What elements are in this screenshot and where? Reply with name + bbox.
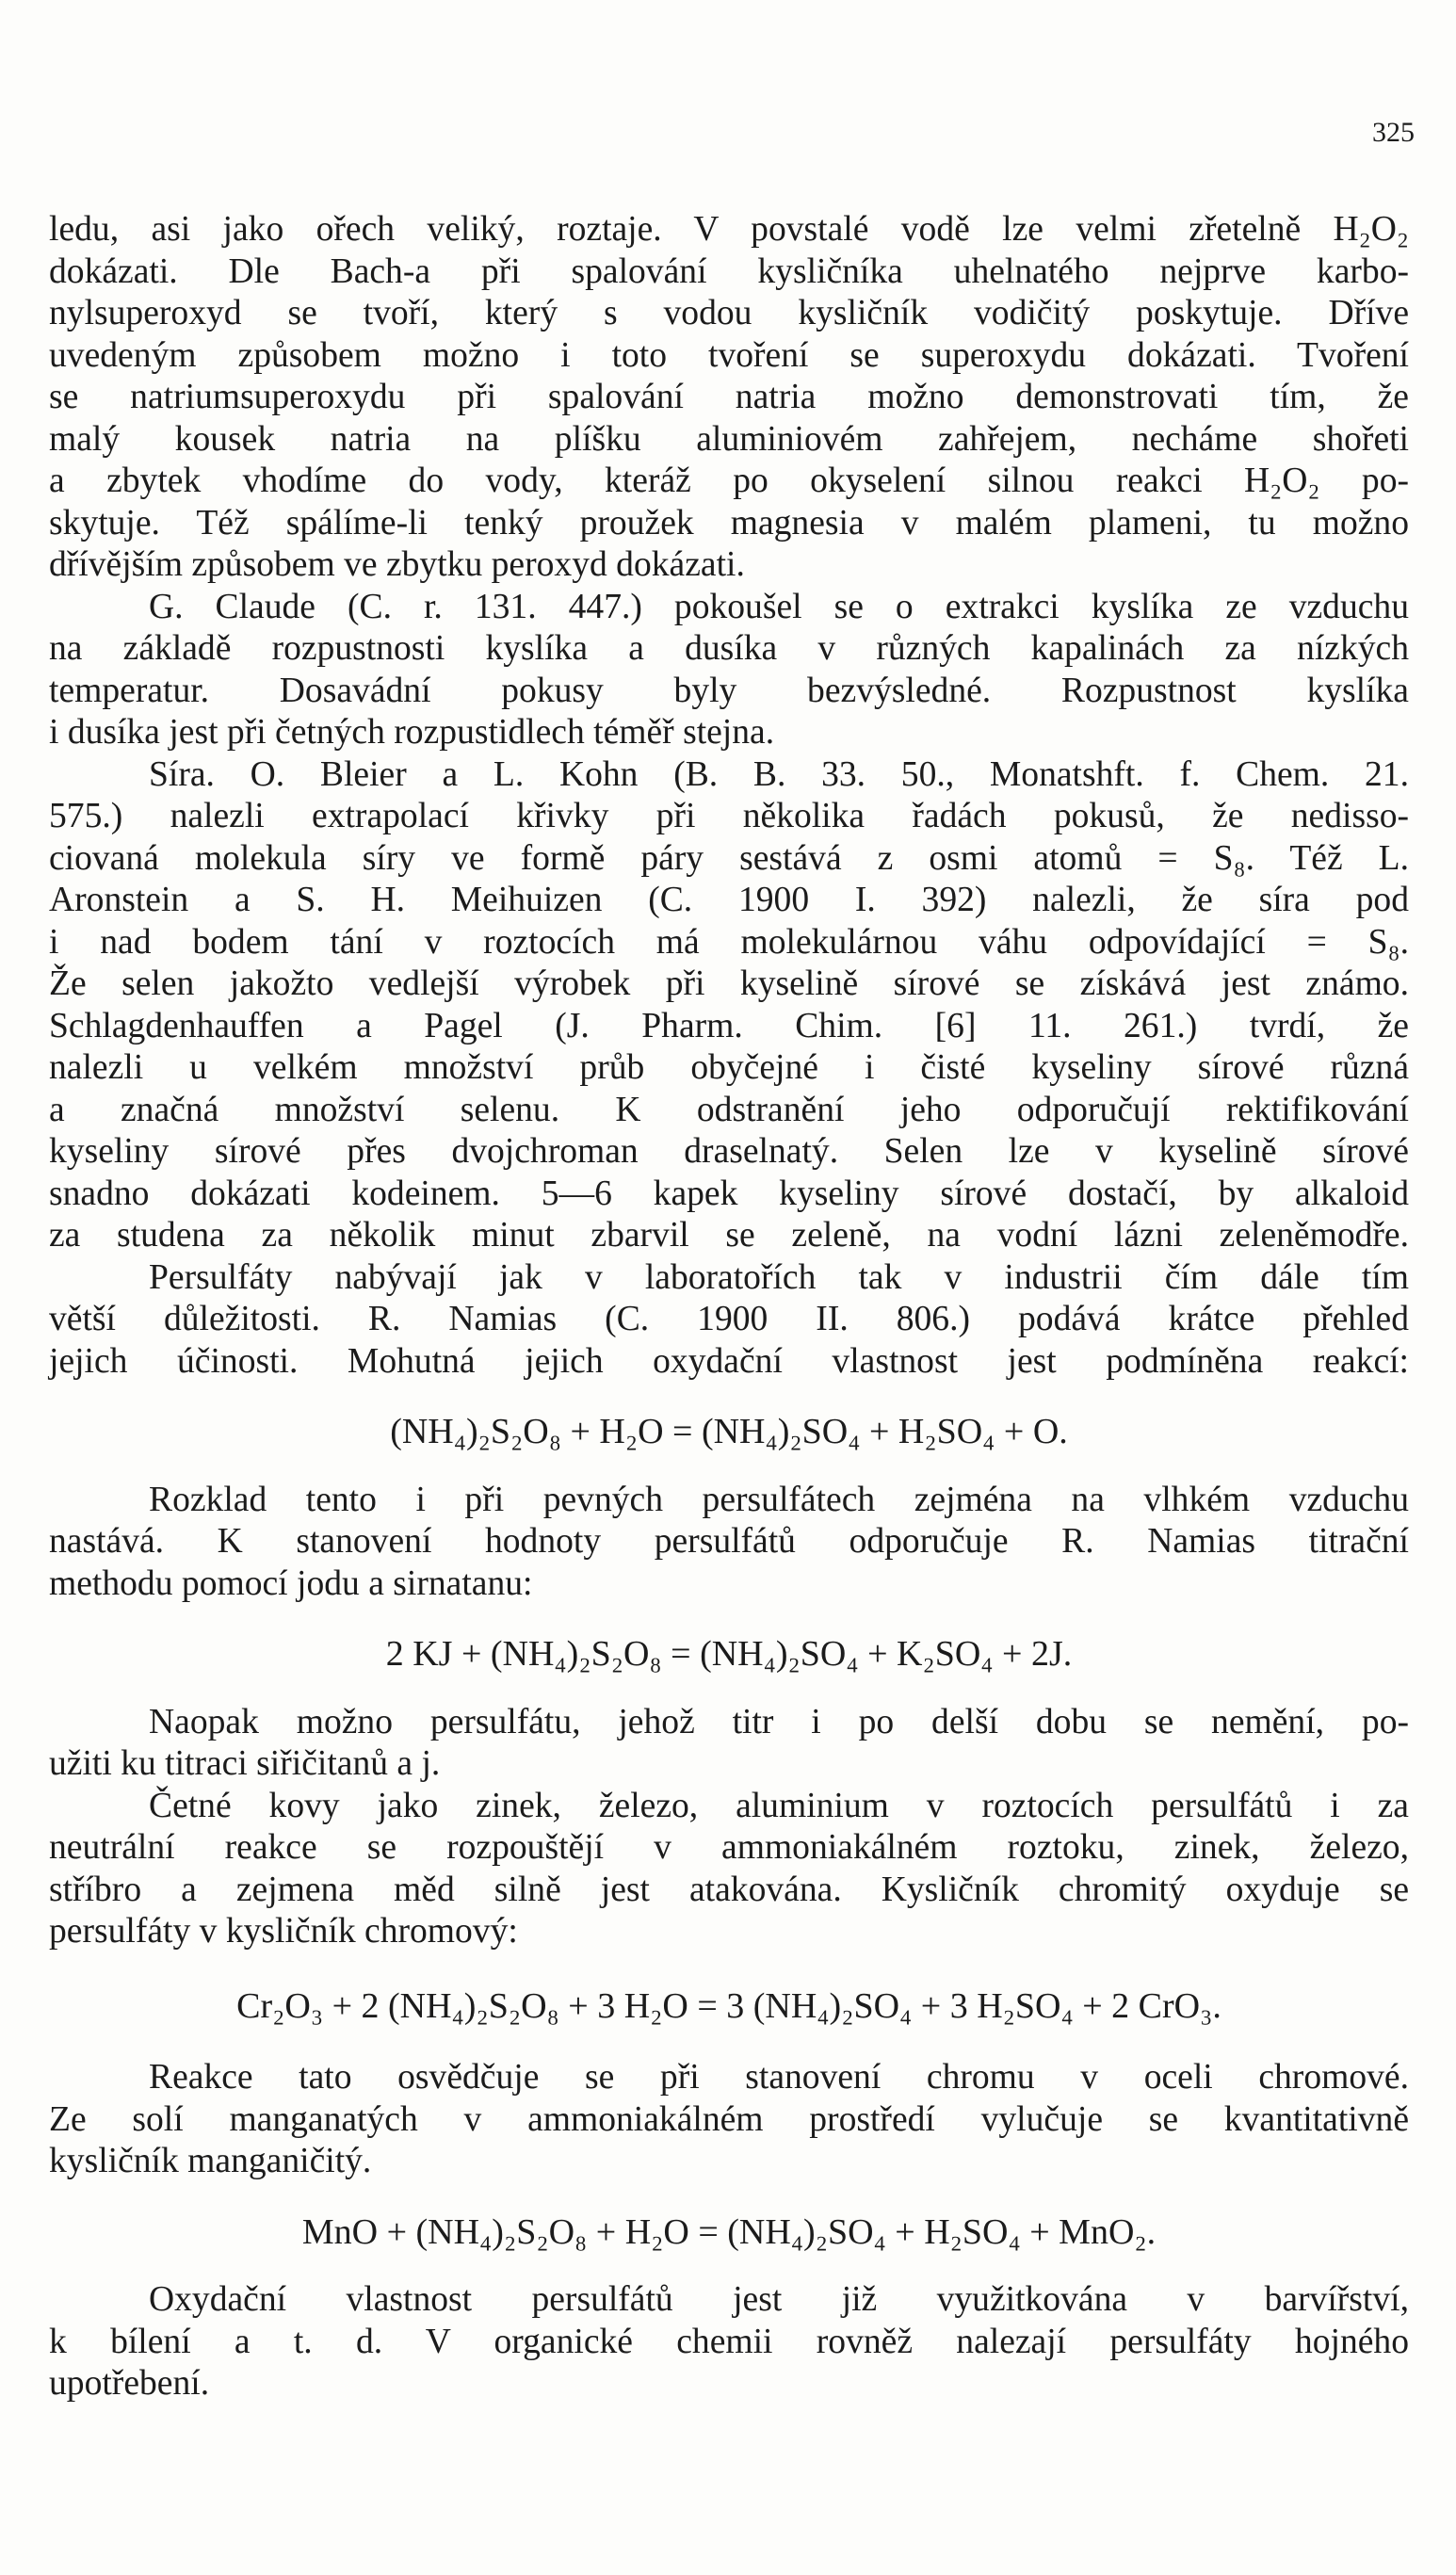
text-line: i dusíka jest při četných rozpustidlech téměř stejna. [49, 713, 775, 752]
text-line: G. Claude (C. r. 131. 447.) pokoušel se o extrakci kyslíka ze vzduchu [149, 587, 1409, 626]
text-line: Naopak možno persulfátu, jehož titr i po delší dobu se nemění, po- [149, 1702, 1409, 1741]
paragraph-block-e [49, 2279, 1409, 2405]
text-line: k bílení a t. d. V organické chemii rovněž nalezají persulfáty hojného [49, 2322, 1409, 2361]
page-body [49, 209, 1409, 2405]
text-line: i nad bodem tání v roztocích má molekulárnou váhu odpovídající = S₈. [49, 922, 1409, 962]
text-line: větší důležitosti. R. Namias (C. 1900 II. 806.) podává krátce přehled [49, 1300, 1409, 1338]
text-line: 575.) nalezli extrapolací křivky při několika řadách pokusů, že nedisso- [49, 797, 1409, 835]
text-line: neutrální reakce se rozpouštějí v ammoniakálném roztoku, zinek, železo, [49, 1828, 1409, 1867]
text-line: stříbro a zejmena měd silně jest atakována. Kysličník chromitý oxyduje se [49, 1870, 1409, 1909]
text-line: Aronstein a S. H. Meihuizen (C. 1900 I. 392) nalezli, že síra pod [49, 881, 1409, 919]
text-line: temperatur. Dosavádní pokusy byly bezvýsledné. Rozpustnost kyslíka [49, 671, 1409, 710]
equation-persulfate-hydrolysis: (NH₄)₂S₂O₈ + H₂O = (NH₄)₂SO₄ + H₂SO₄ + O. [390, 1412, 1068, 1451]
text-line: na základě rozpustnosti kyslíka a dusíka v různých kapalinách za nízkých [49, 629, 1409, 668]
text-line: nylsuperoxyd se tvoří, který s vodou kysličník vodičitý poskytuje. Dříve [49, 294, 1409, 332]
equation-manganese-oxidation: MnO + (NH₄)₂S₂O₈ + H₂O = (NH₄)₂SO₄ + H₂SO₄ + MnO₂. [301, 2211, 1157, 2252]
text-line: methodu pomocí jodu a sirnatanu: [49, 1563, 533, 1603]
text-line: Ze solí manganatých v ammoniakálném prostředí vylučuje se kvantitativně [49, 2099, 1409, 2139]
text-line: malý kousek natria na plíšku aluminiovém zahřejem, necháme shořeti [49, 419, 1409, 459]
text-line: Schlagdenhauffen a Pagel (J. Pharm. Chim. [6] 11. 261.) tvrdí, že [49, 1006, 1409, 1045]
text-line: Rozklad tento i při pevných persulfátech zejména na vlhkém vzduchu [149, 1480, 1409, 1519]
text-line: kyseliny sírové přes dvojchroman draselnatý. Selen lze v kyselině sírové [49, 1132, 1409, 1171]
text-line: nastává. K stanovení hodnoty persulfátů odporučuje R. Namias titrační [49, 1522, 1409, 1561]
text-line: kysličník manganičitý. [49, 2142, 372, 2180]
text-line: dřívějším způsobem ve zbytku peroxyd dokázati. [49, 545, 745, 584]
text-line: ciovaná molekula síry ve formě páry sestává z osmi atomů = S₈. Též L. [49, 838, 1409, 878]
text-line: Že selen jakožto vedlejší výrobek při kyselině sírové se získává jest známo. [49, 964, 1409, 1003]
text-line: a značná množství selenu. K odstranění jeho odporučují rektifikování [49, 1090, 1409, 1129]
text-line: Četné kovy jako zinek, železo, aluminium v roztocích persulfátů i za [149, 1786, 1409, 1825]
text-line: Reakce tato osvědčuje se při stanovení chromu v oceli chromové. [149, 2058, 1409, 2097]
paragraph-block-d [49, 2057, 1409, 2183]
equation-iodometric-titration: 2 KJ + (NH₄)₂S₂O₈ = (NH₄)₂SO₄ + K₂SO₄ + 2J. [385, 1634, 1073, 1674]
text-line: uvedeným způsobem možno i toto tvoření se superoxydu dokázati. Tvoření [49, 335, 1409, 375]
text-line: užiti ku titraci siřičitanů a j. [49, 1744, 441, 1783]
text-line: snadno dokázati kodeinem. 5—6 kapek kyseliny sírové dostačí, by alkaloid [49, 1174, 1409, 1213]
paragraph-block-b [49, 1480, 1409, 1606]
text-line: dokázati. Dle Bach-a při spalování kysličníka uhelnatého nejprve karbo- [49, 251, 1409, 291]
text-line: Síra. O. Bleier a L. Kohn (B. B. 33. 50., Monatshft. f. Chem. 21. [149, 754, 1409, 794]
paragraph-block-c [49, 1702, 1409, 1953]
text-line: jejich účinosti. Mohutná jejich oxydační vlastnost jest podmíněna reakcí: [49, 1341, 1409, 1381]
text-line: upotřebení. [49, 2364, 210, 2403]
equation-chromium-oxidation: Cr₂O₃ + 2 (NH₄)₂S₂O₈ + 3 H₂O = 3 (NH₄)₂SO₄ + 3 H₂SO₄ + 2 CrO₃. [236, 1985, 1221, 2026]
text-line: Oxydační vlastnost persulfátů jest již využitkována v barvířství, [149, 2280, 1409, 2319]
text-line: nalezli u velkém množství průb obyčejné i čisté kyseliny sírové různá [49, 1048, 1409, 1087]
paragraph-block-a [49, 209, 1409, 1383]
text-line: ledu, asi jako ořech veliký, roztaje. V povstalé vodě lze velmi zřetelně H₂O₂ [49, 210, 1409, 249]
text-line: skytuje. Též spálíme-li tenký proužek magnesia v malém plameni, tu možno [49, 503, 1409, 543]
text-line: se natriumsuperoxydu při spalování natria možno demonstrovati tím, že [49, 378, 1409, 416]
text-line: za studena za několik minut zbarvil se zeleně, na vodní lázni zeleněmodře. [49, 1216, 1409, 1255]
text-line: a zbytek vhodíme do vody, kteráž po okyselení silnou reakci H₂O₂ po- [49, 462, 1409, 500]
text-line: Persulfáty nabývají jak v laboratořích tak v industrii čím dále tím [149, 1257, 1409, 1297]
text-line: persulfáty v kysličník chromový: [49, 1912, 518, 1951]
page-number: 325 [1372, 117, 1415, 148]
